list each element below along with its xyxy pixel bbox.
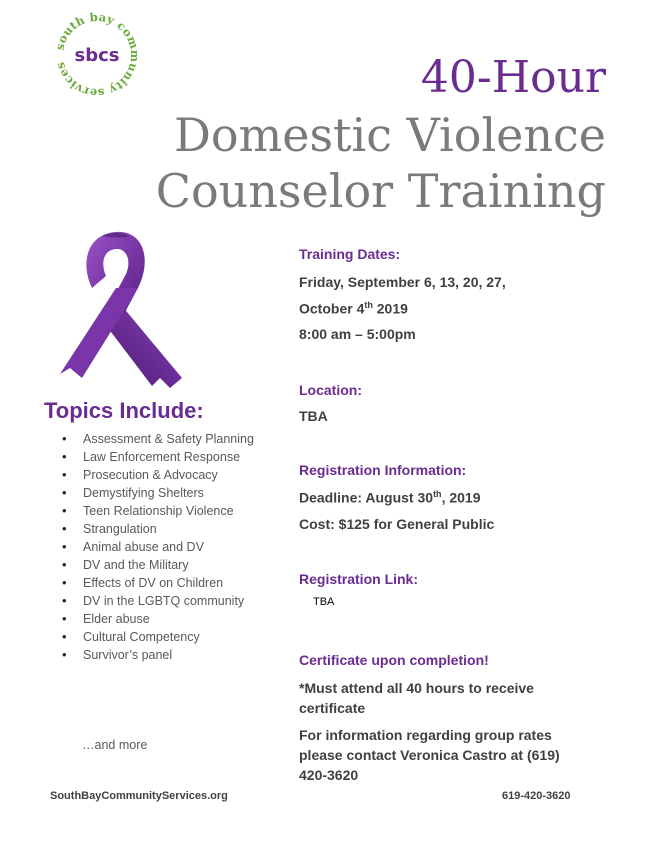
training-dates-heading: Training Dates: [299, 246, 401, 262]
registration-cost: Cost: $125 for General Public [299, 516, 495, 532]
training-time: 8:00 am – 5:00pm [299, 326, 416, 342]
list-item: • Assessment & Safety Planning [62, 430, 262, 448]
location-value: TBA [299, 408, 328, 424]
attendance-note: *Must attend all 40 hours to receive certificate [299, 680, 534, 716]
topics-list [62, 430, 262, 664]
list-item: • Prosecution & Advocacy [62, 466, 262, 484]
topics-heading: Topics Include: [44, 398, 204, 423]
list-item: • Teen Relationship Violence [62, 502, 262, 520]
topics-more: …and more [82, 738, 148, 752]
list-item: • Strangulation [62, 520, 262, 538]
training-dates-line-1: Friday, September 6, 13, 20, 27, [299, 274, 506, 290]
list-item: • Law Enforcement Response [62, 448, 262, 466]
group-rates-note: For information regarding group rates please contact Veronica Castro at (619) 420-3620 [299, 727, 560, 783]
registration-deadline: Deadline: August 30th, 2019 [299, 489, 481, 506]
list-item: • DV and the Military [62, 556, 262, 574]
title-line-2: Domestic Violence [174, 108, 606, 162]
title-line-3: Counselor Training [155, 164, 606, 218]
list-item: • Demystifying Shelters [62, 484, 262, 502]
registration-link-value: TBA [313, 596, 335, 608]
location-heading: Location: [299, 382, 362, 398]
list-item: • DV in the LGBTQ community [62, 592, 262, 610]
list-item: • Animal abuse and DV [62, 538, 262, 556]
sbcs-logo [52, 10, 142, 100]
list-item: • Cultural Competency [62, 628, 262, 646]
list-item: • Survivor’s panel [62, 646, 262, 664]
footer-website: SouthBayCommunityServices.org [50, 790, 228, 802]
list-item: • Elder abuse [62, 610, 262, 628]
svg-text:south bay community services: south bay community services [52, 10, 142, 100]
footer-phone: 619-420-3620 [502, 790, 571, 802]
training-dates-line-2: October 4th 2019 [299, 300, 408, 317]
registration-link-heading: Registration Link: [299, 571, 419, 587]
certificate-heading: Certificate upon completion! [299, 652, 489, 668]
awareness-ribbon-icon [52, 228, 187, 396]
registration-heading: Registration Information: [299, 462, 467, 478]
list-item: • Effects of DV on Children [62, 574, 262, 592]
svg-text:sbcs: sbcs [74, 45, 120, 66]
title-line-1: 40-Hour [420, 52, 606, 103]
